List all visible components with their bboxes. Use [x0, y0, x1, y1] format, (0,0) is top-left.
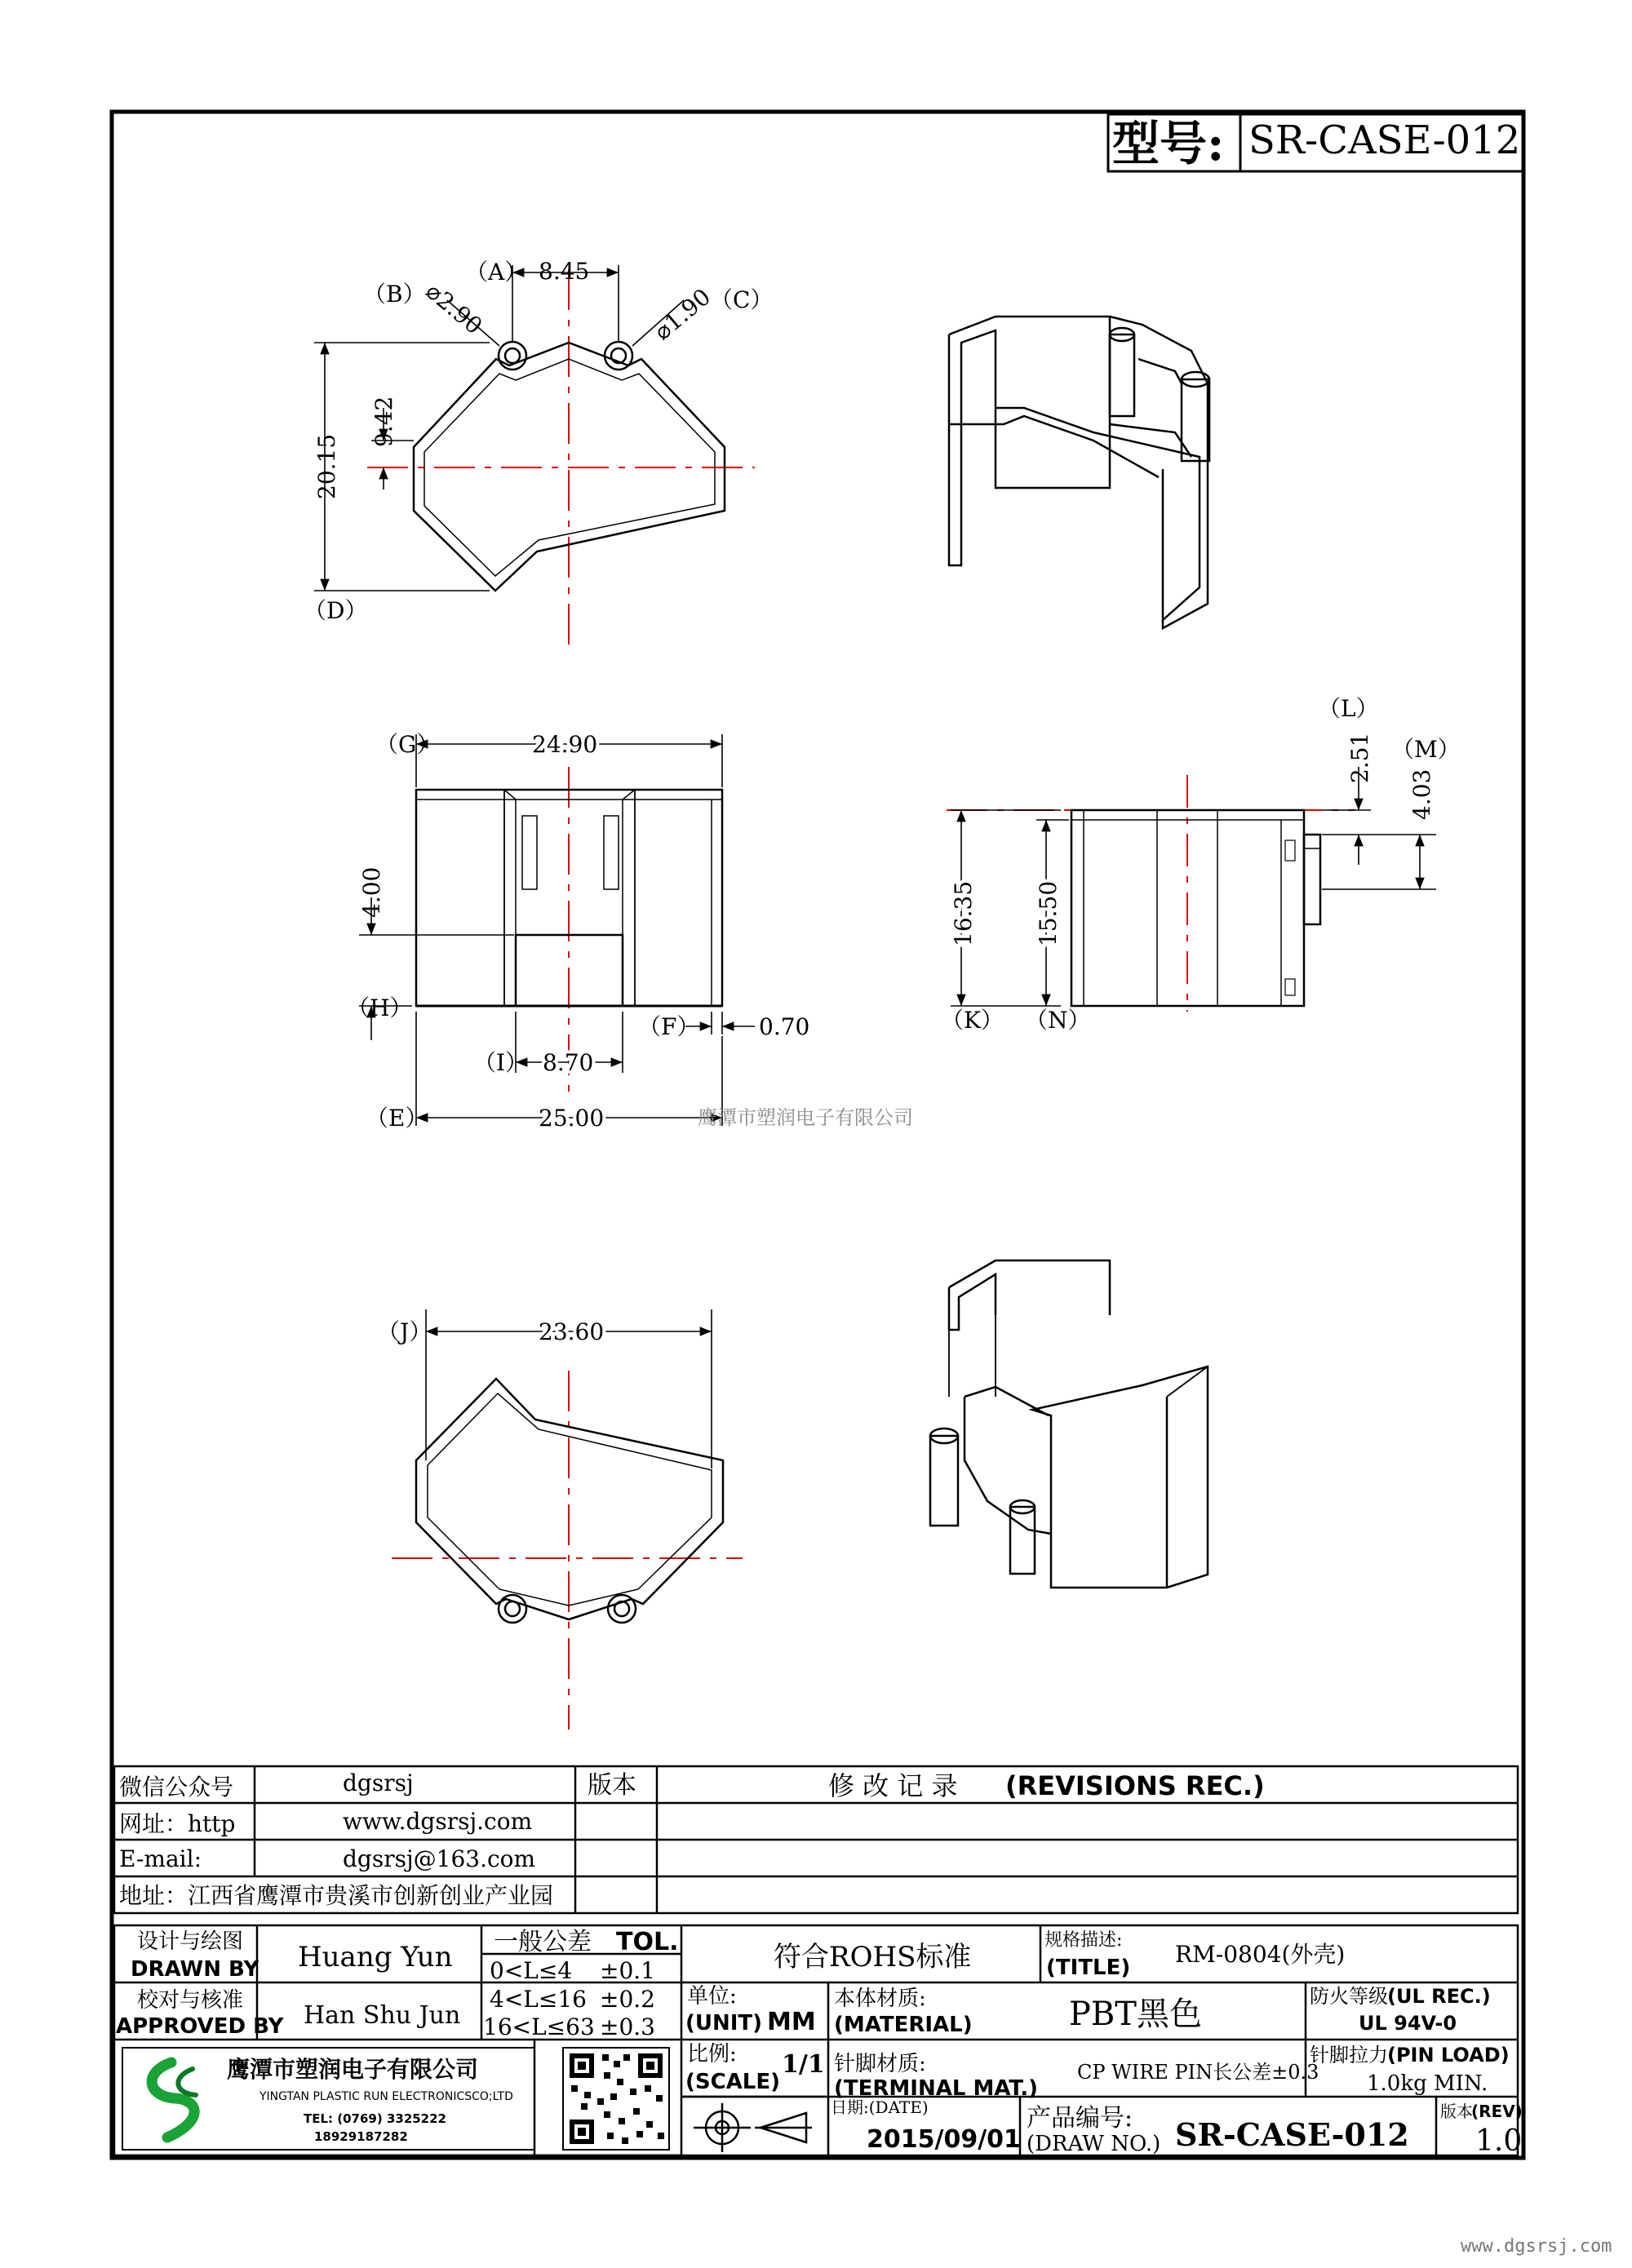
drawn-by-cn: 设计与绘图: [137, 1929, 244, 1954]
fire-cn: 防火等级: [1310, 1985, 1388, 2008]
drawing-frame: [112, 112, 1523, 2158]
dim-height-half: 9.42: [370, 396, 397, 447]
dim-step-height: 4.03: [1408, 769, 1435, 820]
ref-d: （D）: [304, 597, 368, 624]
ref-k: （K）: [941, 1007, 1004, 1034]
dim-slot-depth: 4.00: [358, 866, 385, 918]
footer-url: www.dgsrsj.com: [1461, 2236, 1612, 2257]
ref-m: （M）: [1391, 736, 1461, 763]
website-label: 网址：http: [119, 1810, 236, 1837]
tolerance-en: TOL.: [616, 1928, 679, 1956]
pin-load-en: (PIN LOAD): [1387, 2044, 1510, 2066]
drawn-by-en: DRAWN BY: [131, 1957, 259, 1982]
tol-range-3: 16<L≤63: [483, 2013, 595, 2040]
pin-load-cn: 针脚拉力: [1310, 2044, 1388, 2066]
tolerance-cn: 一般公差: [494, 1928, 592, 1956]
fire-en: (UL REC.): [1387, 1985, 1491, 2008]
ref-f: （F）: [638, 1013, 700, 1040]
rev-value: 1.0: [1475, 2124, 1523, 2158]
spec-en: (TITLE): [1046, 1956, 1131, 1980]
side-view-dims: [951, 767, 1436, 1006]
model-value: SR-CASE-012: [1248, 117, 1521, 163]
model-header: [1108, 114, 1523, 171]
wechat-label: 微信公众号: [119, 1774, 234, 1801]
dim-height-total: 20.15: [313, 433, 340, 499]
drawn-by-name: Huang Yun: [298, 1941, 453, 1973]
rev-header: 版本: [588, 1771, 636, 1800]
rohs-text: 符合ROHS标准: [774, 1941, 972, 1973]
scale-value: 1/1: [782, 2050, 825, 2079]
company-phone: 18929187282: [314, 2129, 408, 2144]
tol-range-2: 4<L≤16: [490, 1986, 587, 2013]
iso-view-top: [949, 317, 1209, 628]
terminal-value: CP WIRE PIN长公差±0.3: [1077, 2061, 1319, 2084]
approved-by-en: APPROVED BY: [116, 2014, 284, 2039]
revisions-header-en: (REVISIONS REC.): [1005, 1770, 1265, 1801]
approved-by-cn: 校对与核准: [137, 1988, 244, 2013]
material-cn: 本体材质:: [834, 1987, 926, 2011]
website-value: www.dgsrsj.com: [343, 1808, 533, 1835]
unit-value: MM: [767, 2008, 816, 2036]
projection-symbol: [694, 2103, 812, 2152]
tol-range-1: 0<L≤4: [490, 1957, 573, 1984]
ref-l: （L）: [1318, 695, 1379, 722]
dim-wall: 0.70: [759, 1013, 810, 1040]
side-view-labels: [941, 695, 1461, 1034]
dim-pin-b: ⌀2.90: [420, 277, 488, 340]
qr-code: [563, 2048, 669, 2150]
dim-body-height: 15.50: [1035, 880, 1062, 946]
tol-value-1: ±0.1: [600, 1957, 655, 1984]
dim-width-bottom: 25.00: [539, 1105, 605, 1132]
spec-value: RM-0804(外壳): [1175, 1941, 1346, 1968]
revisions-header-cn: 修 改 记 录: [828, 1770, 958, 1801]
ref-n: （N）: [1025, 1007, 1091, 1034]
company-tel: TEL: (0769) 3325222: [304, 2111, 446, 2126]
email-label: E-mail:: [119, 1845, 202, 1872]
ref-c: （C）: [710, 286, 774, 313]
tol-value-2: ±0.2: [600, 1986, 655, 2013]
top-view-dims: [314, 265, 684, 591]
spec-cn: 规格描述:: [1044, 1930, 1123, 1951]
tol-value-3: ±0.3: [600, 2013, 655, 2040]
dim-total-height: 16.35: [950, 880, 977, 946]
iso-view-bottom: [930, 1260, 1208, 1588]
address-label: 地址：江西省鹰潭市贵溪市创新创业产业园: [119, 1882, 554, 1909]
unit-en: (UNIT): [685, 2011, 763, 2035]
front-view: [416, 767, 722, 1093]
company-logo-block: [122, 2048, 534, 2150]
model-label: 型号:: [1112, 116, 1225, 171]
bottom-view: [392, 1371, 743, 1730]
date-value: 2015/09/01: [867, 2125, 1021, 2154]
wechat-value: dgsrsj: [343, 1770, 414, 1796]
dim-pin-spacing: 8.45: [539, 258, 590, 285]
ref-h: （H）: [347, 994, 413, 1021]
company-cn: 鹰潭市塑润电子有限公司: [227, 2056, 479, 2083]
fire-value: UL 94V-0: [1359, 2012, 1457, 2035]
material-en: (MATERIAL): [834, 2013, 973, 2037]
top-view-labels: [304, 258, 773, 624]
rev-en: (REV): [1471, 2102, 1523, 2121]
watermark: 鹰潭市塑润电子有限公司: [698, 1106, 913, 1129]
company-en: YINGTAN PLASTIC RUN ELECTRONICSCO;LTD: [259, 2090, 513, 2103]
dim-pin-c: ⌀1.90: [649, 283, 716, 346]
unit-cn: 单位:: [687, 1984, 737, 2009]
pin-load-value: 1.0kg MIN.: [1367, 2071, 1488, 2096]
drawno-value: SR-CASE-012: [1175, 2116, 1409, 2153]
terminal-en: (TERMINAL MAT.): [834, 2076, 1038, 2101]
company-logo-mark: [152, 2062, 196, 2137]
dim-slot-width: 8.70: [543, 1049, 594, 1076]
dim-step-top: 2.51: [1346, 732, 1373, 783]
drawno-en: (DRAW NO.): [1027, 2132, 1161, 2156]
material-value: PBT黑色: [1069, 1996, 1202, 2033]
ref-g: （G）: [375, 731, 440, 758]
ref-i: （I）: [473, 1049, 529, 1076]
dim-width-top: 24.90: [532, 731, 598, 758]
email-value: dgsrsj@163.com: [343, 1845, 536, 1872]
top-view: [367, 269, 755, 645]
approved-by-name: Han Shu Jun: [304, 2001, 461, 2030]
ref-j: （J）: [377, 1318, 432, 1345]
scale-cn: 比例:: [687, 2042, 737, 2066]
ref-e: （E）: [366, 1105, 428, 1132]
scale-en: (SCALE): [685, 2070, 781, 2094]
terminal-cn: 针脚材质:: [834, 2052, 926, 2076]
drawno-cn: 产品编号:: [1027, 2104, 1133, 2133]
ref-b: （B）: [363, 281, 426, 308]
date-cn: 日期:(DATE): [831, 2097, 929, 2117]
ref-a: （A）: [465, 259, 528, 286]
rev-cn: 版本: [1440, 2102, 1473, 2121]
dim-bottom-width: 23.60: [539, 1318, 605, 1345]
